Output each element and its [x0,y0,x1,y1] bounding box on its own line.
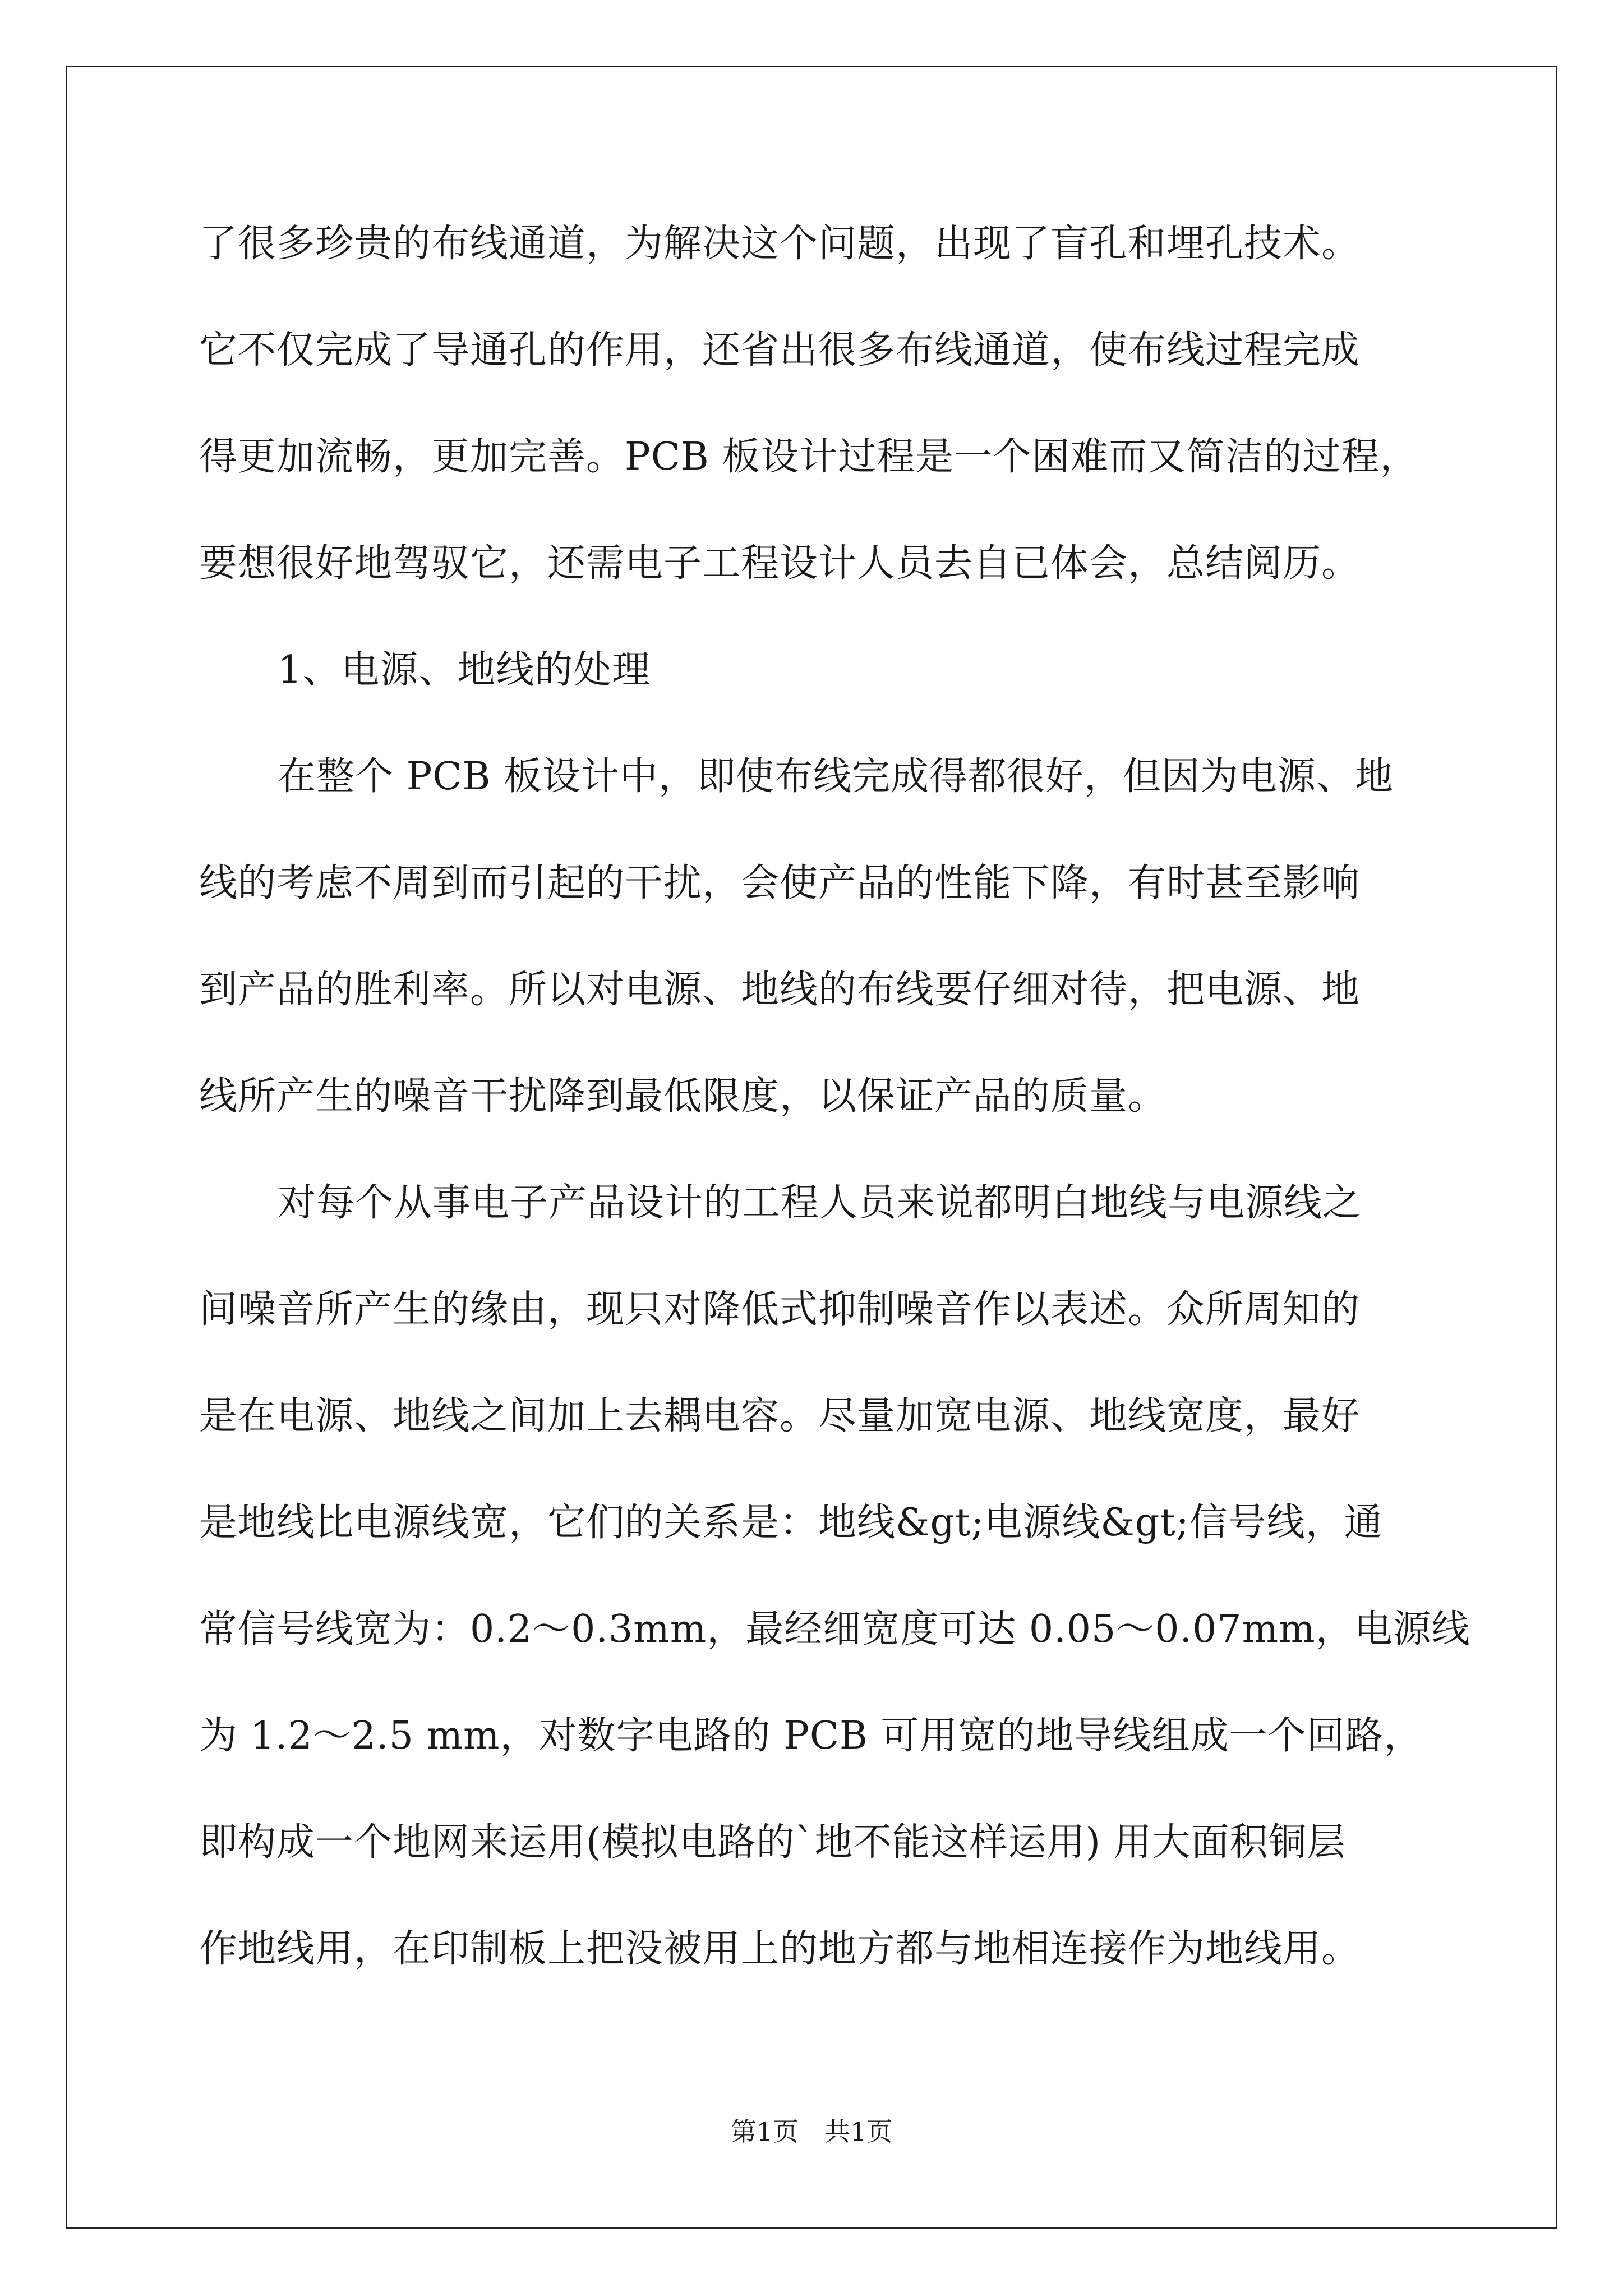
text-line: 对每个从事电子产品设计的工程人员来说都明白地线与电源线之 [278,1181,1362,1225]
text-line: 它不仅完成了导通孔的作用，还省出很多布线通道，使布线过程完成 [199,328,1361,372]
text-line: 间噪音所产生的缘由，现只对降低式抑制噪音作以表述。众所周知的 [199,1287,1361,1332]
text-line: 得更加流畅，更加完善。PCB 板设计过程是一个困难而又简洁的过程， [199,435,1419,479]
text-line: 线所产生的噪音干扰降到最低限度，以保证产品的质量。 [199,1074,1167,1119]
text-line: 是地线比电源线宽，它们的关系是：地线&gt;电源线&gt;信号线，通 [199,1501,1383,1545]
text-line: 是在电源、地线之间加上去耦电容。尽量加宽电源、地线宽度，最好 [199,1394,1361,1438]
text-line: 线的考虑不周到而引起的干扰，会使产品的性能下降，有时甚至影响 [199,861,1361,905]
text-line: 为 1.2～2.5 mm，对数字电路的 PCB 可用宽的地导线组成一个回路， [199,1714,1423,1758]
text-line: 到产品的胜利率。所以对电源、地线的布线要仔细对待，把电源、地 [199,968,1361,1012]
text-line: 即构成一个地网来运用(模拟电路的`地不能这样运用) 用大面积铜层 [199,1820,1346,1865]
section-heading: 1、电源、地线的处理 [278,648,651,692]
text-line: 作地线用，在印制板上把没被用上的地方都与地相连接作为地线用。 [199,1927,1361,1971]
text-line: 常信号线宽为：0.2～0.3mm，最经细宽度可达 0.05～0.07mm，电源线 [199,1607,1470,1651]
text-line: 了很多珍贵的布线通道，为解决这个问题，出现了盲孔和埋孔技术。 [199,222,1361,266]
text-line: 要想很好地驾驭它，还需电子工程设计人员去自已体会，总结阅历。 [199,541,1361,586]
page-number: 第1页 [730,2116,799,2147]
text-line: 在整个 PCB 板设计中，即使布线完成得都很好，但因为电源、地 [278,754,1394,799]
page-footer [0,2115,1623,2148]
document-body [199,191,1470,2003]
page-total: 共1页 [824,2116,893,2147]
